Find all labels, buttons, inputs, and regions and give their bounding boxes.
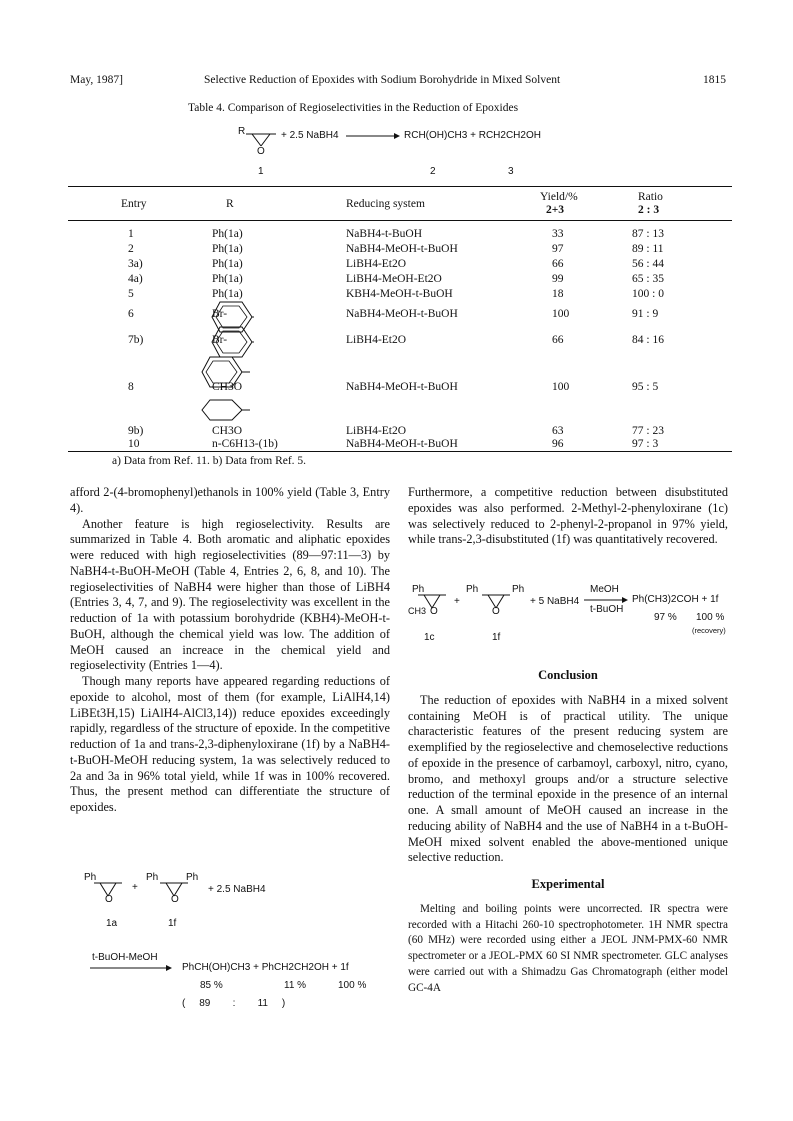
scheme-o: O — [171, 894, 179, 905]
scheme-ch3: CH3 — [408, 606, 427, 616]
th-yield-sub: 2+3 — [546, 204, 565, 216]
benzene-ring-icon — [210, 325, 254, 359]
cell-entry: 5 — [128, 288, 134, 300]
cell-ratio: 65 : 35 — [632, 273, 664, 285]
table-top-rule — [68, 186, 732, 187]
th-r: R — [226, 198, 234, 210]
cell-yield: 66 — [552, 334, 564, 346]
cell-system: NaBH4-MeOH-t-BuOH — [346, 308, 458, 320]
scheme-products: RCH(OH)CH3 + RCH2CH2OH — [404, 130, 541, 141]
scheme-num2: 2 — [430, 166, 436, 177]
cell-yield: 33 — [552, 228, 564, 240]
scheme-yield: 100 % — [338, 980, 367, 991]
cell-system: NaBH4-MeOH-t-BuOH — [346, 438, 458, 450]
cell-yield: 18 — [552, 288, 564, 300]
scheme-yield: 11 % — [284, 980, 307, 991]
scheme-num3: 3 — [508, 166, 514, 177]
cell-system: LiBH4-Et2O — [346, 425, 407, 437]
scheme-plus: + — [454, 596, 460, 607]
cell-entry: 6 — [128, 308, 134, 320]
scheme-recovery: (recovery) — [692, 626, 726, 635]
reaction-arrow-icon — [346, 132, 400, 140]
cell-r: Ph(1a) — [212, 288, 243, 300]
scheme-o: O — [430, 606, 438, 617]
table-bottom-rule — [68, 451, 732, 452]
cell-ratio: 95 : 5 — [632, 381, 659, 393]
benzene-ring-icon — [196, 355, 256, 391]
reaction-arrow-icon — [90, 964, 172, 972]
page-number: 1815 — [703, 74, 726, 86]
scheme-num1: 1 — [258, 166, 264, 177]
cell-entry: 4a) — [128, 273, 143, 285]
cell-yield: 100 — [552, 308, 570, 320]
scheme-ph: Ph — [412, 584, 425, 595]
paragraph: The reduction of epoxides with NaBH4 in a mixed solvent containing MeOH is of practical utility. The unique characteristic features of the present reducing system are exemplified by the regioselective and chemoselective reductions of epoxide in the presence of carbamoyl, carboxyl, nitro, cyano, bromo, and methoxyl groups and/or a structure selective reduction of the terminal epoxide in the presence of an internal one. A small amount of MeOH caused an increase in the reducing ability of NaBH4 and the use of NaBH4 in a t-BuOH-MeOH mixed solvent enabled the above-mentioned unique selective reduction. — [408, 692, 728, 865]
cell-r: Ph(1a) — [212, 228, 243, 240]
cell-r: n-C6H13-(1b) — [212, 438, 278, 450]
table-footnote: a) Data from Ref. 11. b) Data from Ref. 5. — [112, 455, 307, 467]
scheme-ph: Ph — [146, 872, 159, 883]
scheme-o: O — [105, 894, 113, 905]
section-heading-experimental: Experimental — [531, 877, 605, 891]
cell-r: Br- — [212, 334, 228, 346]
cell-ratio: 91 : 9 — [632, 308, 659, 320]
cell-entry: 1 — [128, 228, 134, 240]
cell-yield: 97 — [552, 243, 564, 255]
benzene-ring-icon — [196, 398, 256, 424]
cell-yield: 66 — [552, 258, 564, 270]
cell-system: NaBH4-MeOH-t-BuOH — [346, 381, 458, 393]
paragraph: Furthermore, a competitive reduction between disubstituted epoxides was also performed. 2-Methyl-2-phenyloxirane (1c) was selectively reduced to 2-phenyl-2-propanol in 97% yield, while trans-2,3-disubstituted (1f) was quantitatively recovered. — [408, 485, 728, 547]
right-column-body — [408, 668, 728, 996]
th-ratio-sub: 2 : 3 — [638, 204, 660, 216]
cell-ratio: 100 : 0 — [632, 288, 664, 300]
cell-r: CH3O — [212, 381, 243, 393]
scheme-r: R — [238, 126, 246, 137]
cell-r: CH3O — [212, 425, 243, 437]
scheme-condition: t-BuOH — [590, 604, 624, 615]
scheme-plus: + — [132, 882, 138, 893]
scheme-products: PhCH(OH)CH3 + PhCH2CH2OH + 1f — [182, 962, 349, 973]
th-ratio: Ratio — [638, 191, 663, 203]
th-system: Reducing system — [346, 198, 425, 210]
scheme-yield: 100 % — [696, 612, 725, 623]
cell-yield: 96 — [552, 438, 564, 450]
paragraph: Melting and boiling points were uncorrected. IR spectra were recorded with a Hitachi 260-10 spectrophotometer. 1H NMR spectra (60 MHz) were recorded using either a JEOL JNM-PMX-60 NMR spectrometer or a JEOL-PMX 60 SI NMR spectrometer. GLC analyses were carried out with a Shimadzu Gas Chromatograph (either model GC-4A — [408, 902, 728, 994]
cell-r: Ph(1a) — [212, 273, 243, 285]
cell-r: Ph(1a) — [212, 258, 243, 270]
cell-ratio: 89 : 11 — [632, 243, 664, 255]
th-entry: Entry — [121, 198, 147, 210]
cell-system: NaBH4-t-BuOH — [346, 228, 423, 240]
scheme-label-1a: 1a — [106, 918, 118, 929]
cell-ratio: 84 : 16 — [632, 334, 664, 346]
paragraph: Another feature is high regioselectivity. Results are summarized in Table 4. Both aromatic and aliphatic epoxides were reduced with high regioselectivities (89—97:11—3) by NaBH4-t-BuOH-MeOH (Table 4, Entries 2, 6, 8, and 10). The regioselectivities of NaBH4 were higher than those of LiBH4 (Entries 3, 4, 7, and 9). The regioselectivity was excellent in the reduction of 1a with potassium borohydride (KBH4)-MeOH-t-BuOH, although the chemical yield was low. The addition of MeOH caused an increace in the chemical yield and regioselectivity (Entries 1—4). — [70, 516, 390, 673]
cell-system: NaBH4-MeOH-t-BuOH — [346, 243, 458, 255]
cell-system: LiBH4-MeOH-Et2O — [346, 273, 442, 285]
running-header-date: May, 1987] — [70, 74, 123, 86]
table-header-rule — [68, 220, 732, 221]
scheme-reagent: + 2.5 NaBH4 — [281, 130, 339, 141]
cell-entry: 10 — [128, 438, 140, 450]
cell-system: LiBH4-Et2O — [346, 334, 407, 346]
scheme-ratio: ( 89 : 11 ) — [182, 998, 286, 1009]
th-yield: Yield/% — [540, 191, 578, 203]
cell-system: KBH4-MeOH-t-BuOH — [346, 288, 453, 300]
running-header-title: Selective Reduction of Epoxides with Sodium Borohydride in Mixed Solvent — [204, 74, 561, 86]
cell-yield: 63 — [552, 425, 564, 437]
scheme-ph: Ph — [186, 872, 199, 883]
cell-system: LiBH4-Et2O — [346, 258, 407, 270]
scheme-label-1f: 1f — [168, 918, 177, 929]
scheme-label-1f: 1f — [492, 632, 501, 643]
scheme-condition: MeOH — [590, 584, 619, 595]
cell-entry: 9b) — [128, 425, 144, 437]
left-column — [70, 485, 390, 816]
scheme-condition: t-BuOH-MeOH — [92, 952, 158, 963]
cell-entry: 7b) — [128, 334, 144, 346]
cell-ratio: 97 : 3 — [632, 438, 659, 450]
cell-ratio: 87 : 13 — [632, 228, 664, 240]
reaction-arrow-icon — [584, 596, 628, 604]
cell-yield: 99 — [552, 273, 564, 285]
scheme-product: Ph(CH3)2COH + 1f — [632, 594, 719, 605]
scheme-reagent: + 2.5 NaBH4 — [208, 884, 266, 895]
scheme-reagent: + 5 NaBH4 — [530, 596, 580, 607]
cell-entry: 2 — [128, 243, 134, 255]
cell-r: Br- — [212, 308, 228, 320]
table-caption: Table 4. Comparison of Regioselectivities in the Reduction of Epoxides — [188, 102, 519, 114]
cell-entry: 8 — [128, 381, 134, 393]
cell-ratio: 77 : 23 — [632, 425, 664, 437]
cell-entry: 3a) — [128, 258, 143, 270]
scheme-yield: 85 % — [200, 980, 223, 991]
paragraph: afford 2-(4-bromophenyl)ethanols in 100% yield (Table 3, Entry 4). — [70, 485, 390, 515]
scheme-o: O — [257, 146, 265, 157]
scheme-o: O — [492, 606, 500, 617]
scheme-ph: Ph — [84, 872, 97, 883]
right-column-intro — [408, 485, 728, 548]
cell-r: Ph(1a) — [212, 243, 243, 255]
scheme-label-1c: 1c — [424, 632, 435, 643]
section-heading-conclusion: Conclusion — [538, 668, 598, 682]
cell-ratio: 56 : 44 — [632, 258, 664, 270]
paragraph: Though many reports have appeared regarding reductions of epoxide to alcohol, most of them (for example, LiAlH4,14) LiBEt3H,15) LiAlH4-AlCl3,14)) reduce epoxides exceedingly rapidly, regardless of the structure of epoxide. In the competitive reduction of 1a and trans-2,3-diphenyloxirane (1f) by a NaBH4-t-BuOH-MeOH reducing system, 1a was selectively reduced to 2a and 3a in 96% total yield, while 1f was in 100% recovered. Thus, the present method can differentiate the structure of epoxides. — [70, 674, 390, 814]
scheme-ph: Ph — [466, 584, 479, 595]
scheme-yield: 97 % — [654, 612, 677, 623]
cell-yield: 100 — [552, 381, 570, 393]
scheme-ph: Ph — [512, 584, 525, 595]
